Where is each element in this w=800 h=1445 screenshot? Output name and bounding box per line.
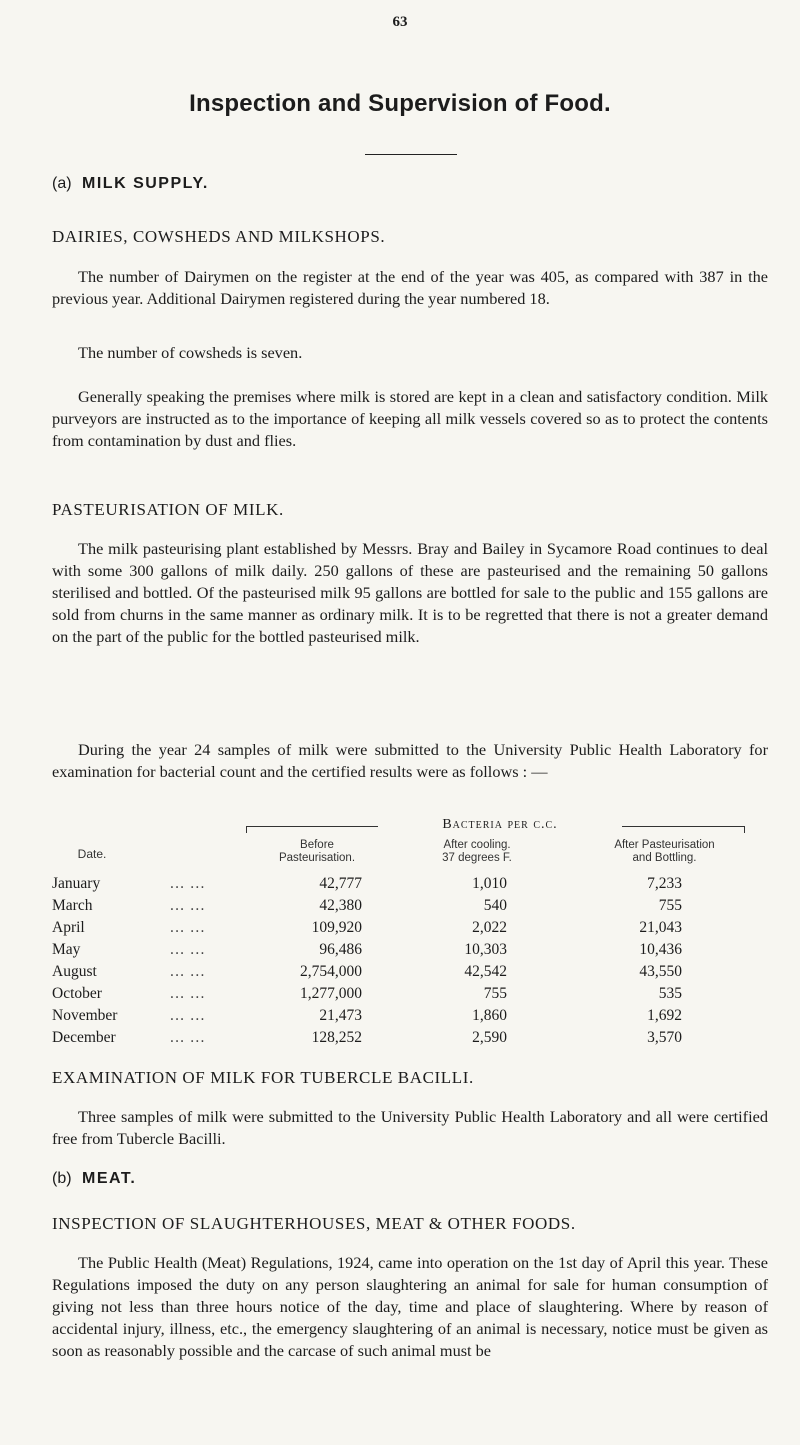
para-tubercle: Three samples of milk were submitted to the University Public Health Laboratory and all were certified free from Tubercle Bacilli.: [52, 1107, 768, 1148]
section-label-b: (b): [52, 1170, 72, 1187]
row-leaders: ... ...: [170, 1007, 206, 1024]
brace-left-line: [250, 826, 378, 827]
para-samples: During the year 24 samples of milk were submitted to the University Public Health Laboratory for examination for bacterial count and the certified results were as follows : —: [52, 740, 768, 781]
page-title: Inspection and Supervision of Food.: [189, 90, 611, 117]
row-before: 1,277,000: [300, 985, 362, 1002]
section-label-a: (a): [52, 175, 72, 192]
table-row: [52, 985, 768, 1007]
col-header-after-pasteurisation: [557, 839, 772, 865]
section-title-milk: MILK SUPPLY.: [82, 175, 209, 192]
table-row: [52, 941, 768, 963]
row-month: January: [52, 875, 101, 892]
row-after: 10,303: [464, 941, 507, 958]
section-title-meat: MEAT.: [82, 1170, 137, 1187]
row-month: October: [52, 985, 102, 1002]
heading-dairies: DAIRIES, COWSHEDS AND MILKSHOPS.: [52, 227, 386, 246]
row-before: 42,380: [319, 897, 362, 914]
row-after: 540: [483, 897, 507, 914]
row-month: August: [52, 963, 97, 980]
row-month: December: [52, 1029, 116, 1046]
row-leaders: ... ...: [170, 897, 206, 914]
row-past: 43,550: [639, 963, 682, 980]
bacteria-span-heading: [242, 817, 762, 837]
heading-pasteurisation: PASTEURISATION OF MILK.: [52, 500, 284, 519]
row-leaders: ... ...: [170, 963, 206, 980]
row-before: 21,473: [319, 1007, 362, 1024]
brace-right-line: [622, 826, 742, 827]
col-header-past-line2: and Bottling.: [632, 852, 697, 864]
col-header-before: [242, 839, 392, 865]
title-underline: [365, 154, 457, 155]
row-before: 96,486: [319, 941, 362, 958]
row-leaders: ... ...: [170, 1029, 206, 1046]
row-leaders: ... ...: [170, 985, 206, 1002]
col-header-before-line1: Before: [300, 839, 334, 851]
row-before: 109,920: [311, 919, 362, 936]
brace-left-hook: [246, 826, 253, 833]
row-month: April: [52, 919, 85, 936]
row-month: November: [52, 1007, 118, 1024]
col-header-before-line2: Pasteurisation.: [278, 852, 356, 864]
row-before: 2,754,000: [300, 963, 362, 980]
row-past: 3,570: [647, 1029, 682, 1046]
col-header-after: [402, 839, 552, 865]
para-meat-regulations: The Public Health (Meat) Regulations, 1924, came into operation on the 1st day of April this year. These Regulations imposed the duty on any person slaughtering an animal for sale for human consumption of giving not less than three hours notice of the day, time and place of slaughtering. Where by reason of accidental injury, illness, etc., the emergency slaughtering of an animal is necessary, notice must be given as soon as reasonably possible and the carcase of such animal must be: [52, 1253, 768, 1360]
row-past: 7,233: [647, 875, 682, 892]
row-month: March: [52, 897, 93, 914]
para-pasteurising-plant: The milk pasteurising plant established by Messrs. Bray and Bailey in Sycamore Road continues to deal with some 300 gallons of milk daily. 250 gallons of these are pasteurised and the remaining 50 gallons sterilised and bottled. Of the pasteurised milk 95 gallons are bottled for sale to the public and 155 gallons are sold from churns in the same manner as ordinary milk. It is to be regretted that there is not a greater demand on the part of the public for the bottled pasteurised milk.: [52, 539, 768, 646]
row-after: 42,542: [464, 963, 507, 980]
row-after: 2,590: [472, 1029, 507, 1046]
row-month: May: [52, 941, 81, 958]
table-row: [52, 1007, 768, 1029]
col-header-after-line1: After cooling.: [443, 839, 511, 851]
row-leaders: ... ...: [170, 875, 206, 892]
heading-slaughterhouses: INSPECTION OF SLAUGHTERHOUSES, MEAT & OTHER FOODS.: [52, 1214, 576, 1233]
para-premises: Generally speaking the premises where milk is stored are kept in a clean and satisfactory condition. Milk purveyors are instructed as to the importance of keeping all milk vessels covered so as to protect the contents from contamination by dust and flies.: [52, 387, 768, 450]
row-past: 1,692: [647, 1007, 682, 1024]
row-after: 1,860: [472, 1007, 507, 1024]
table-row: [52, 963, 768, 985]
row-after: 1,010: [472, 875, 507, 892]
table-row: [52, 919, 768, 941]
col-header-date: Date.: [77, 847, 107, 861]
table-row: [52, 875, 768, 897]
brace-right-hook: [738, 826, 745, 833]
row-before: 128,252: [311, 1029, 362, 1046]
para-cowsheds: The number of cowsheds is seven.: [78, 343, 303, 362]
bacteria-per-cc-title: Bacteria per c.c.: [442, 817, 558, 832]
table-column-headers: [52, 839, 768, 875]
col-header-after-line2: 37 degrees F.: [442, 852, 512, 864]
row-leaders: ... ...: [170, 941, 206, 958]
row-past: 755: [658, 897, 682, 914]
table-row: [52, 897, 768, 919]
row-after: 755: [483, 985, 507, 1002]
section-meat: [52, 1170, 136, 1188]
page-number: 63: [392, 14, 408, 30]
section-milk-supply: [52, 175, 209, 193]
row-past: 21,043: [639, 919, 682, 936]
heading-tubercle: EXAMINATION OF MILK FOR TUBERCLE BACILLI.: [52, 1068, 474, 1087]
row-before: 42,777: [319, 875, 362, 892]
table-row: [52, 1029, 768, 1051]
col-header-past-line1: After Pasteurisation: [614, 839, 715, 851]
row-past: 10,436: [639, 941, 682, 958]
row-past: 535: [658, 985, 682, 1002]
row-after: 2,022: [472, 919, 507, 936]
para-dairymen: The number of Dairymen on the register at the end of the year was 405, as compared with 387 in the previous year. Additional Dairymen registered during the year numbered 18.: [52, 267, 768, 308]
row-leaders: ... ...: [170, 919, 206, 936]
